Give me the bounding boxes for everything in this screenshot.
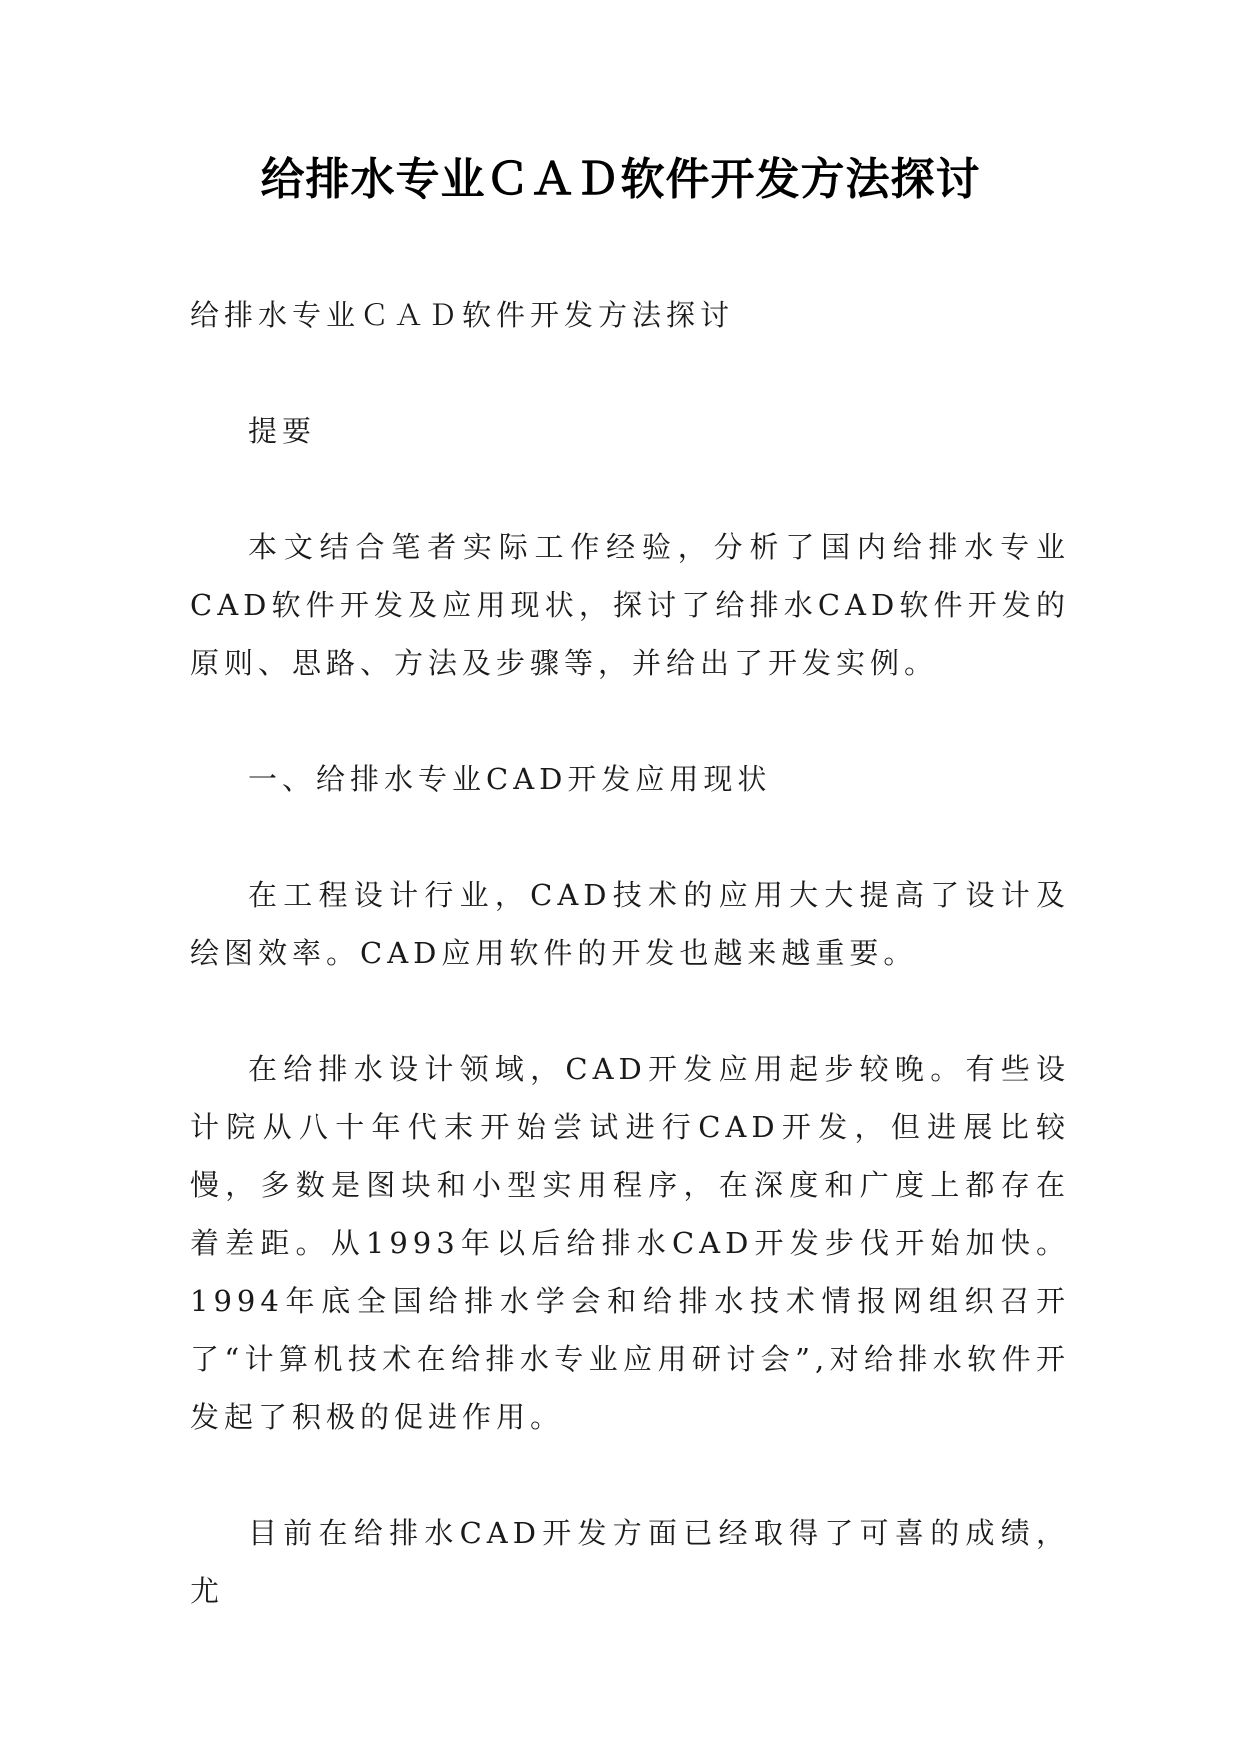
document-body: [190, 286, 1070, 1620]
abstract-paragraph: 本文结合笔者实际工作经验，分析了国内给排水专业CAD软件开发及应用现状，探讨了给排水CAD软件开发的原则、思路、方法及步骤等，并给出了开发实例。: [190, 530, 1070, 680]
abstract-heading: 提要: [248, 414, 317, 448]
section-heading: 一、给排水专业CAD开发应用现状: [248, 762, 772, 796]
subtitle-paragraph: 给排水专业ＣＡＤ软件开发方法探讨: [190, 298, 735, 332]
document-title: 给排水专业ＣＡＤ软件开发方法探讨: [260, 154, 981, 205]
body-paragraph: 在工程设计行业，CAD技术的应用大大提高了设计及绘图效率。CAD应用软件的开发也越来越重要。: [190, 878, 1070, 970]
body-paragraph: 目前在给排水CAD开发方面已经取得了可喜的成绩，尤: [190, 1516, 1070, 1608]
body-paragraph: 在给排水设计领域，CAD开发应用起步较晚。有些设计院从八十年代末开始尝试进行CAD开发，但进展比较慢，多数是图块和小型实用程序，在深度和广度上都存在着差距。从1993年以后给排水CAD开发步伐开始加快。1994年底全国给排水学会和给排水技术情报网组织召开了“计算机技术在给排水专业应用研讨会”,对给排水软件开发起了积极的促进作用。: [190, 1052, 1070, 1434]
